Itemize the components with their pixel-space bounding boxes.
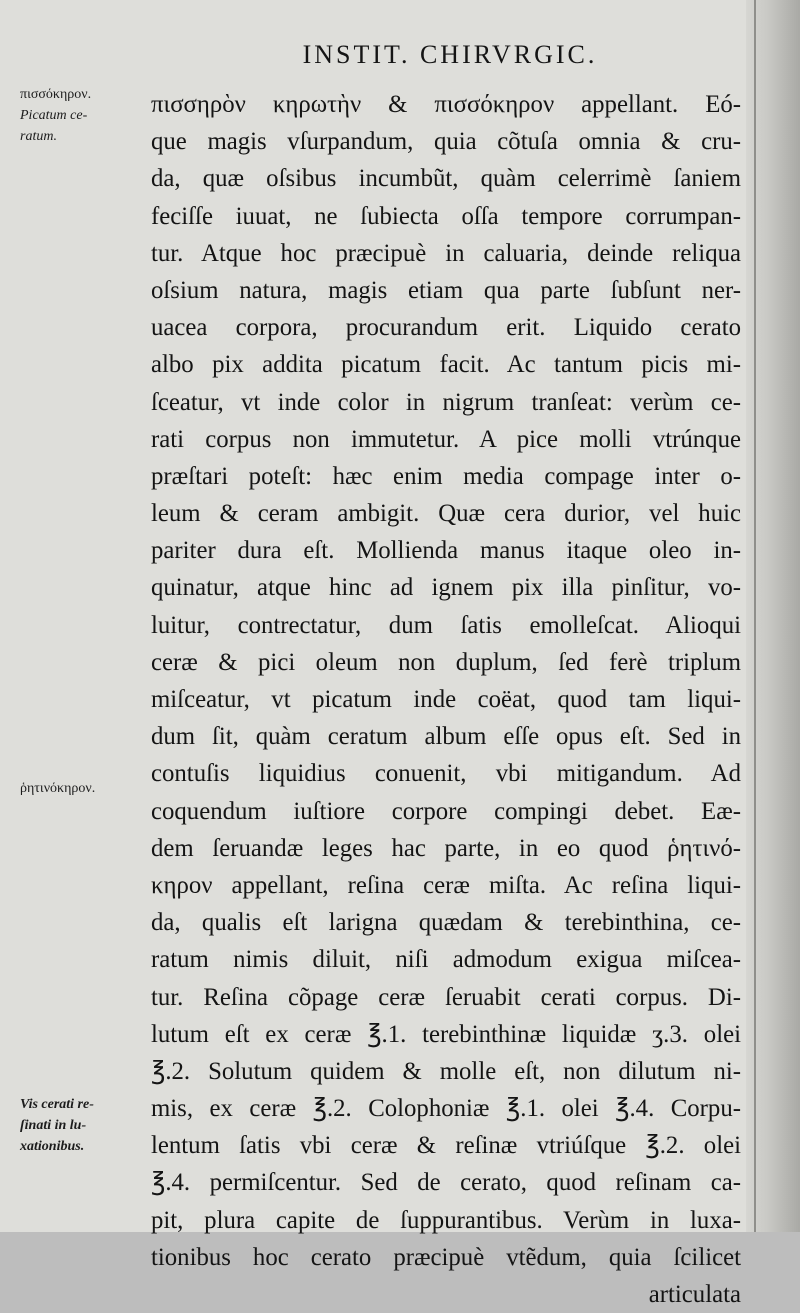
text-line: albo pix addita picatum facit. Ac tantum picis mi-	[151, 351, 741, 379]
text-line: dum ſit, quàm ceratum album eſſe opus eſt. Sed in	[151, 723, 741, 751]
catchword: articulata	[648, 1281, 741, 1308]
text-line: ℥.4. permiſcentur. Sed de cerato, quod reſinam ca-	[151, 1169, 741, 1197]
text-line: pit, plura capite de ſuppurantibus. Verùm in luxa-	[151, 1206, 741, 1234]
text-line: uacea corpora, procurandum erit. Liquido cerato	[151, 314, 741, 342]
text-line: ℥.2. Solutum quidem & molle eſt, non dilutum ni-	[151, 1057, 741, 1085]
text-line: tur. Reſina cõpage ceræ ſeruabit cerati corpus. Di-	[151, 983, 741, 1011]
margin-note-line: xationibus.	[20, 1139, 85, 1154]
text-line: contuſis liquidius conuenit, vbi mitigandum. Ad	[151, 760, 741, 788]
margin-note-line: ῥητινόκηρον.	[20, 781, 96, 796]
text-line: dem ſeruandæ leges hac parte, in eo quod ῥητινό-	[151, 834, 741, 862]
body-text	[151, 86, 741, 1313]
margin-note-vis-cerati	[20, 1094, 152, 1157]
text-line: leum & ceram ambigit. Quæ cera durior, vel huic	[151, 500, 741, 528]
running-header: INSTIT. CHIRVRGIC.	[302, 40, 598, 69]
text-line: ratum nimis diluit, niſi admodum exigua miſcea-	[151, 946, 741, 974]
text-line: miſceatur, vt picatum inde coëat, quod tam liqui-	[151, 686, 741, 713]
text-line: luitur, contrectatur, dum ſatis emolleſcat. Alioqui	[151, 611, 741, 639]
margin-note-line: Picatum ce-	[20, 108, 88, 123]
text-line: ſceatur, vt inde color in nigrum tranſeat: verùm ce-	[151, 388, 741, 416]
text-line: rati corpus non immutetur. A pice molli vtrúnque	[151, 425, 741, 453]
margin-note-picatum	[20, 84, 152, 147]
margin-note-line: ratum.	[20, 129, 57, 144]
text-line: quinatur, atque hinc ad ignem pix illa pinſitur, vo-	[151, 574, 741, 602]
text-line: κηρον appellant, reſina ceræ miſta. Ac reſina liqui-	[151, 871, 741, 899]
text-line: lentum ſatis vbi ceræ & reſinæ vtriúſque ℥.2. olei	[151, 1132, 741, 1160]
margin-note-line: ſinati in lu-	[20, 1118, 87, 1133]
page-edge	[754, 0, 756, 1232]
text-line: da, quæ oſsibus incumbũt, quàm celerrimè ſaniem	[151, 165, 741, 193]
text-line: præſtari poteſt: hæc enim media compage inter o-	[151, 462, 741, 490]
text-line: da, qualis eſt larigna quædam & terebinthina, ce-	[151, 909, 741, 937]
text-line: oſsium natura, magis etiam qua parte ſubſunt ner-	[151, 276, 741, 304]
text-line: πισσηρὸν κηρωτὴν & πισσόκηρον appellant. Eó-	[151, 91, 741, 118]
text-line: coquendum iuſtiore corpore compingi debet. Eæ-	[151, 797, 741, 825]
text-line: pariter dura eſt. Mollienda manus itaque oleo in-	[151, 537, 741, 565]
text-line: tionibus hoc cerato præcipuè vtẽdum, quia ſcilicet	[151, 1243, 741, 1271]
margin-note-line: Vis cerati re-	[20, 1097, 94, 1112]
text-line: feciſſe iuuat, ne ſubiecta oſſa tempore corrumpan-	[151, 202, 741, 230]
text-line: mis, ex ceræ ℥.2. Colophoniæ ℥.1. olei ℥.4. Corpu-	[151, 1095, 741, 1123]
text-line: tur. Atque hoc præcipuè in caluaria, deinde reliqua	[151, 239, 741, 267]
text-line: lutum eſt ex ceræ ℥.1. terebinthinæ liquidæ ʒ.3. olei	[151, 1020, 741, 1048]
margin-note-line: πισσόκηρον.	[20, 87, 92, 102]
margin-note-rhetinokeron	[20, 778, 152, 799]
text-line: ceræ & pici oleum non duplum, ſed ferè triplum	[151, 648, 741, 676]
text-line: que magis vſurpandum, quia cõtuſa omnia & cru-	[151, 128, 741, 156]
